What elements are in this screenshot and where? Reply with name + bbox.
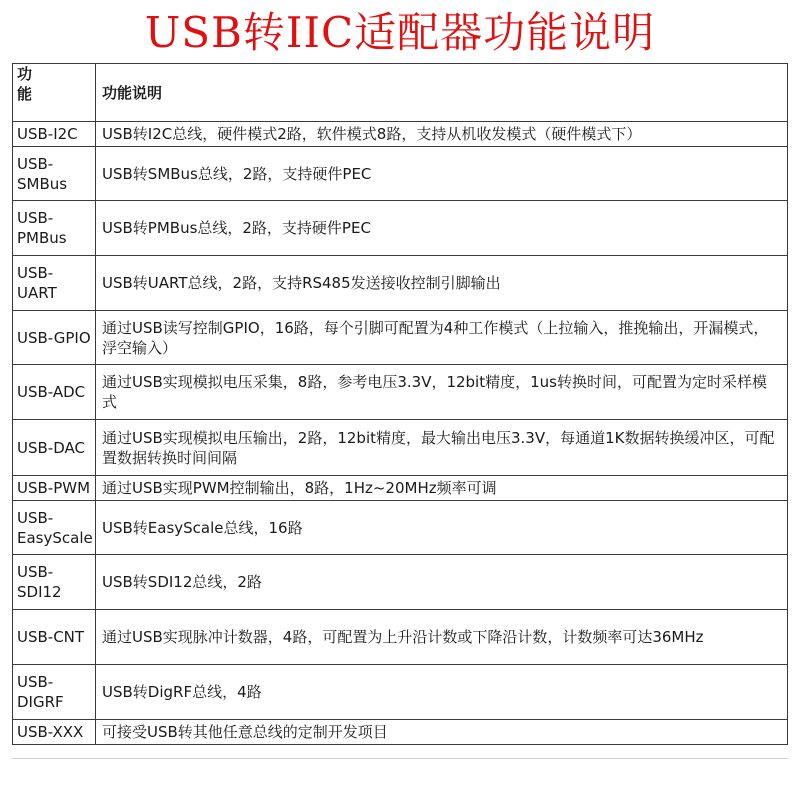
table-row (13, 720, 788, 745)
function-name-cell: USB-I2C (13, 122, 96, 147)
function-description-cell: 通过USB实现脉冲计数器，4路，可配置为上升沿计数或下降沿计数，计数频率可达36MHz (96, 610, 788, 665)
table-row (13, 476, 788, 501)
function-name-cell: USB-ADC (13, 365, 96, 420)
table-row (13, 311, 788, 365)
function-description-cell: USB转SMBus总线，2路，支持硬件PEC (96, 147, 788, 201)
function-description-cell: USB转UART总线，2路，支持RS485发送接收控制引脚输出 (96, 256, 788, 311)
function-description-cell: 通过USB实现PWM控制输出，8路，1Hz~20MHz频率可调 (96, 476, 788, 501)
table-row (13, 555, 788, 610)
table-header-row (13, 64, 788, 122)
table-row (13, 365, 788, 420)
function-name-cell: USB- PMBus (13, 201, 96, 256)
table-row (13, 420, 788, 476)
table-row (13, 256, 788, 311)
table-row (13, 147, 788, 201)
function-description-cell: 通过USB实现模拟电压输出，2路，12bit精度，最大输出电压3.3V，每通道1K数据转换缓冲区，可配置数据转换时间间隔 (96, 420, 788, 476)
page-title: USB转IIC适配器功能说明 (144, 8, 656, 57)
function-name-cell: USB- EasyScale (13, 501, 96, 555)
function-name-cell: USB- DIGRF (13, 665, 96, 720)
table-row (13, 610, 788, 665)
function-description-cell: USB转SDI12总线，2路 (96, 555, 788, 610)
function-name-cell: USB-GPIO (13, 311, 96, 365)
table-row (13, 665, 788, 720)
function-name-cell: USB- SMBus (13, 147, 96, 201)
function-description-cell: 可接受USB转其他任意总线的定制开发项目 (96, 720, 788, 745)
function-description-cell: USB转I2C总线，硬件模式2路，软件模式8路，支持从机收发模式（硬件模式下） (96, 122, 788, 147)
header-function-label-line2: 能 (17, 85, 33, 103)
table-row (13, 201, 788, 256)
function-table (12, 63, 788, 745)
function-description-cell: USB转DigRF总线，4路 (96, 665, 788, 720)
function-name-cell: USB-DAC (13, 420, 96, 476)
function-description-cell: 通过USB读写控制GPIO，16路，每个引脚可配置为4种工作模式（上拉输入，推挽输出，开漏模式，浮空输入） (96, 311, 788, 365)
header-description-cell: 功能说明 (96, 64, 788, 122)
function-description-cell: USB转EasyScale总线，16路 (96, 501, 788, 555)
header-function-label-line1: 功 (17, 65, 33, 83)
function-description-cell: USB转PMBus总线，2路，支持硬件PEC (96, 201, 788, 256)
table-row (13, 122, 788, 147)
function-name-cell: USB- SDI12 (13, 555, 96, 610)
function-description-cell: 通过USB实现模拟电压采集，8路，参考电压3.3V，12bit精度，1us转换时间，可配置为定时采样模式 (96, 365, 788, 420)
function-name-cell: USB-PWM (13, 476, 96, 501)
function-name-cell: USB-CNT (13, 610, 96, 665)
header-function-cell (13, 64, 96, 122)
table-row (13, 501, 788, 555)
function-name-cell: USB- UART (13, 256, 96, 311)
function-name-cell: USB-XXX (13, 720, 96, 745)
bottom-divider (12, 758, 788, 759)
